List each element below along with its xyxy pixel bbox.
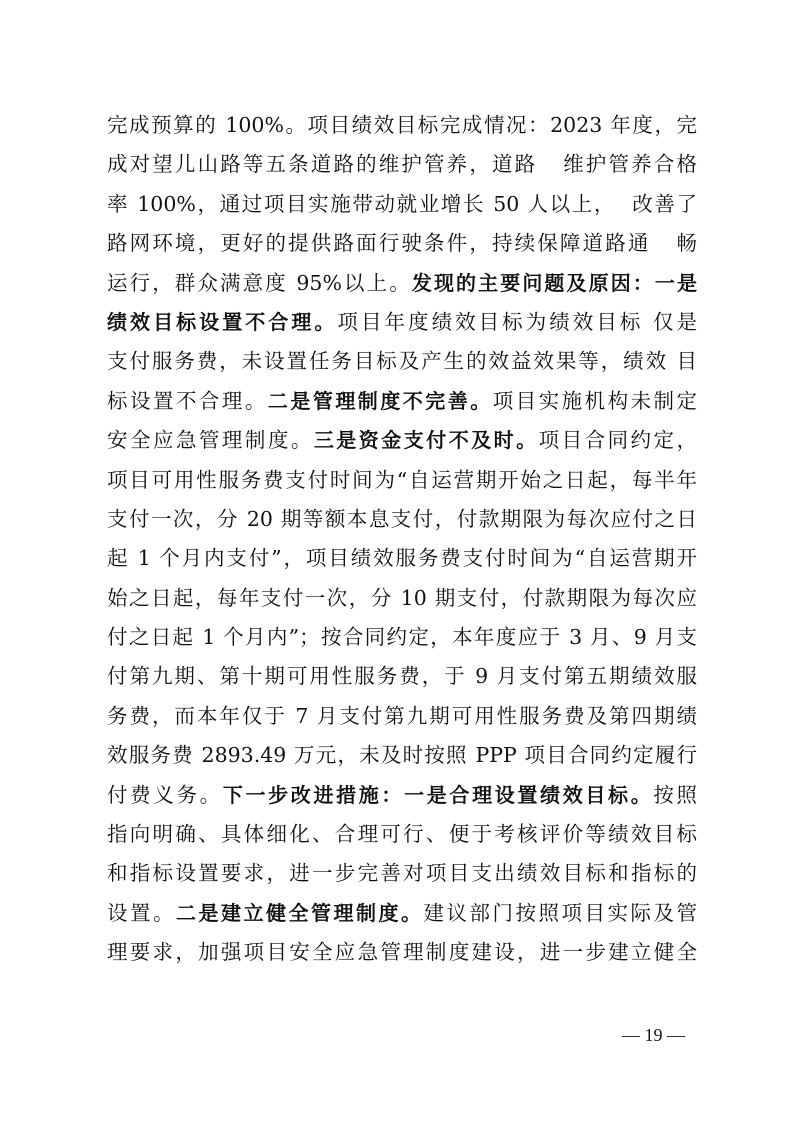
page-number: — 19 —	[622, 1025, 685, 1045]
body-text: 按照	[653, 782, 698, 807]
body-text: 付之日起 1 个月内”；按合同约定，本年度应于 3 月、9 月支	[107, 625, 697, 650]
text-line	[107, 539, 697, 578]
text-line	[107, 264, 697, 303]
body-text: 和指标设置要求，进一步完善对项目支出绩效目标和指标的	[107, 861, 697, 886]
body-text: 效服务费 2893.49 万元，未及时按照 PPP 项目合同约定履行	[107, 743, 697, 768]
body-text: 路网环境，更好的提供路面行驶条件，持续保障道路通 畅	[107, 231, 697, 256]
body-text: 项目实施机构未制定	[492, 388, 698, 413]
body-text: 完成预算的 100%。项目绩效目标完成情况：2023 年度，完	[107, 113, 697, 137]
text-line	[107, 579, 697, 618]
body-text: 设置。	[107, 900, 176, 925]
text-line	[107, 894, 697, 933]
body-text: 项目年度绩效目标为绩效目标 仅是	[337, 309, 698, 334]
bold-heading-text: 二是建立健全管理制度。	[176, 900, 424, 925]
bold-heading-text: 绩效目标设置不合理。	[107, 309, 338, 334]
text-line	[107, 185, 697, 224]
bold-heading-text: 三是资金支付不及时。	[313, 428, 539, 453]
body-text: 始之日起，每年支付一次，分 10 期支付，付款期限为每次应	[107, 585, 697, 610]
body-text: 建议部门按照项目实际及管	[423, 900, 697, 925]
text-line	[107, 145, 697, 184]
body-text: 率 100%，通过项目实施带动就业增长 50 人以上， 改善了	[107, 191, 697, 216]
body-text: 指向明确、具体细化、合理可行、便于考核评价等绩效目标	[107, 822, 697, 847]
bold-heading-text: 二是管理制度不完善。	[267, 388, 493, 413]
bold-heading-text: 下一步改进措施：一是合理设置绩效目标。	[222, 782, 654, 807]
text-line	[107, 382, 697, 421]
body-text: 运行，群众满意度 95%以上。	[107, 270, 412, 295]
text-line	[107, 303, 697, 342]
body-text: 项目可用性服务费支付时间为“自运营期开始之日起，每半年	[107, 467, 697, 492]
text-line	[107, 697, 697, 736]
text-line	[107, 933, 697, 972]
text-line	[107, 342, 697, 381]
text-line	[107, 815, 697, 854]
text-line	[107, 736, 697, 775]
body-text: 支付一次，分 20 期等额本息支付，付款期限为每次应付之日	[107, 506, 697, 531]
text-line	[107, 461, 697, 500]
body-text: 成对望儿山路等五条道路的维护管养，道路 维护管养合格	[107, 152, 697, 177]
text-line	[107, 421, 697, 460]
text-line	[107, 106, 697, 145]
body-text: 支付服务费，未设置任务目标及产生的效益效果等，绩效 目	[107, 349, 697, 374]
body-text: 项目合同约定，	[538, 428, 698, 453]
text-line	[107, 224, 697, 263]
body-text: 起 1 个月内支付”，项目绩效服务费支付时间为“自运营期开	[107, 546, 697, 571]
body-text: 安全应急管理制度。	[107, 428, 314, 453]
body-text: 付第九期、第十期可用性服务费，于 9 月支付第五期绩效服	[107, 664, 697, 689]
bold-heading-text: 发现的主要问题及原因：一是	[411, 270, 697, 295]
text-line	[107, 618, 697, 657]
body-text: 标设置不合理。	[107, 388, 268, 413]
text-line	[107, 854, 697, 893]
document-body	[107, 106, 697, 973]
body-text: 理要求，加强项目安全应急管理制度建设，进一步建立健全	[107, 940, 697, 965]
body-text: 付费义务。	[107, 782, 223, 807]
text-line	[107, 776, 697, 815]
text-line	[107, 500, 697, 539]
text-line	[107, 657, 697, 696]
body-text: 务费，而本年仅于 7 月支付第九期可用性服务费及第四期绩	[107, 703, 697, 728]
